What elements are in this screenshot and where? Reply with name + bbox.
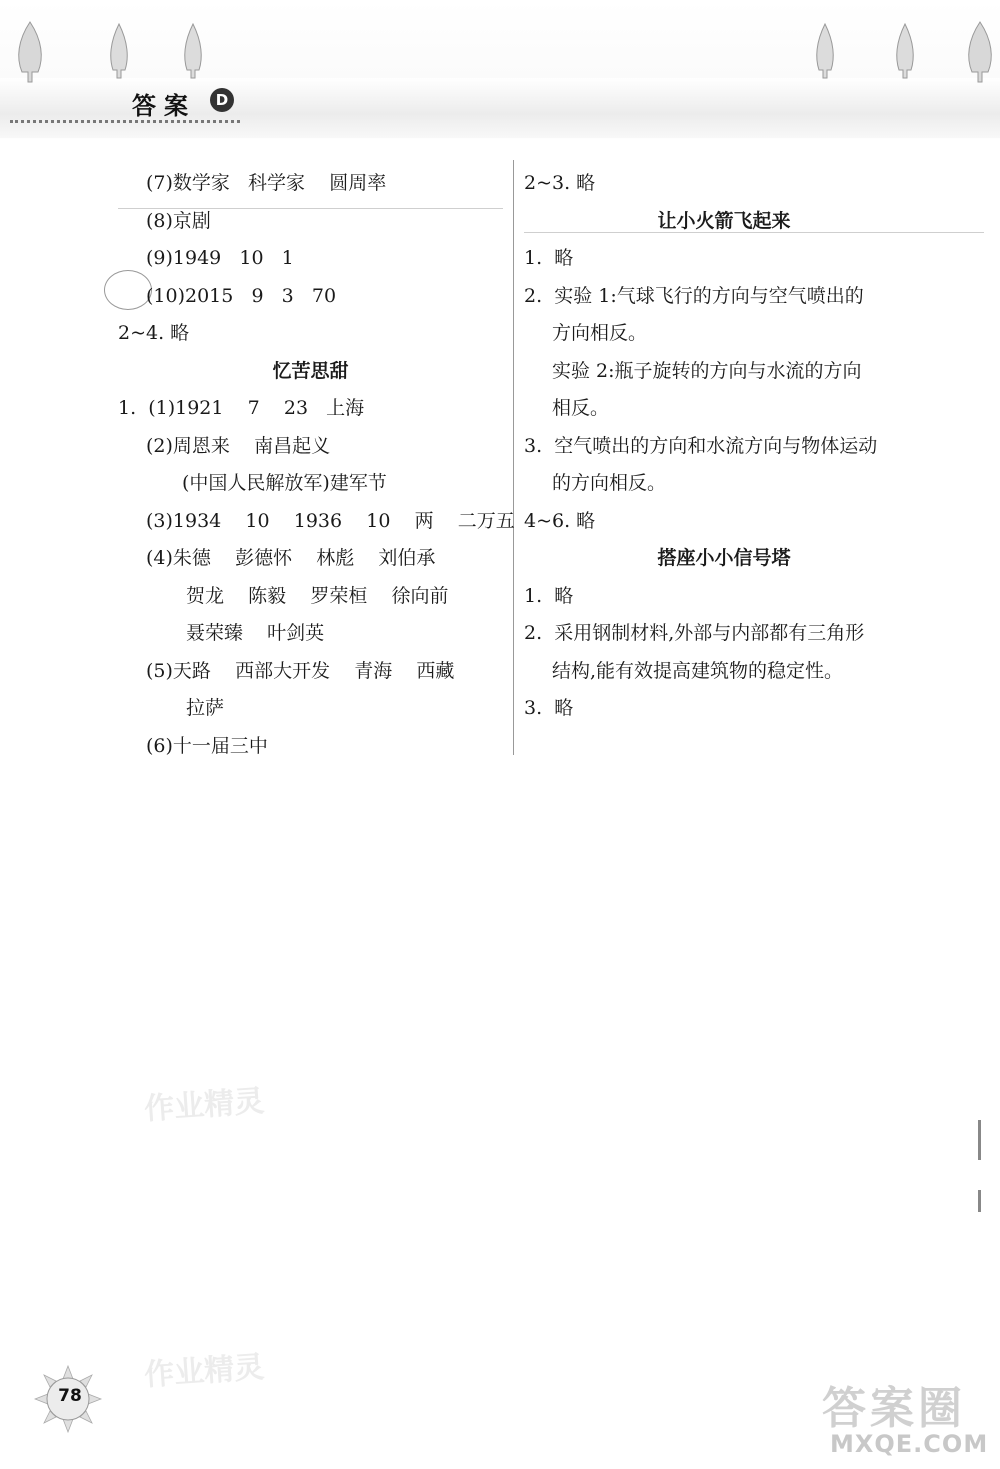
answer-line: 拉萨 xyxy=(186,697,225,719)
header-badge: D xyxy=(210,88,234,112)
answer-line: (7)数学家 科学家 圆周率 xyxy=(146,172,387,194)
answer-line: (10)2015 9 3 70 xyxy=(146,284,337,307)
dotted-divider xyxy=(10,120,240,123)
answer-line: 方向相反。 xyxy=(552,322,648,344)
tree-icon xyxy=(178,20,208,80)
answer-line: 3. 空气喷出的方向和水流方向与物体运动 xyxy=(524,434,878,457)
site-url: MXQE.COM xyxy=(830,1430,989,1458)
answer-line: 1. (1)1921 7 23 上海 xyxy=(118,397,365,419)
answer-line: (中国人民解放军)建军节 xyxy=(182,472,387,494)
answer-line: (4)朱德 彭德怀 林彪 刘伯承 xyxy=(146,547,436,569)
right-column xyxy=(524,165,924,728)
tree-icon xyxy=(890,20,920,80)
section-heading: 忆苦思甜 xyxy=(272,359,349,382)
answer-line: 2. 实验 1:气球飞行的方向与空气喷出的 xyxy=(524,284,864,307)
tree-icon xyxy=(810,20,840,80)
answer-line: 2. 采用钢制材料,外部与内部都有三角形 xyxy=(524,622,865,644)
answer-line: 实验 2:瓶子旋转的方向与水流的方向 xyxy=(552,359,862,382)
answer-line: (6)十一届三中 xyxy=(146,734,268,757)
answer-line: 4~6. 略 xyxy=(524,509,596,532)
answer-line: 的方向相反。 xyxy=(552,472,667,494)
edge-mark xyxy=(978,1120,981,1160)
section-heading: 让小火箭飞起来 xyxy=(657,209,791,232)
header-title: 答案 xyxy=(132,92,196,120)
answer-line: 2~4. 略 xyxy=(118,322,190,344)
column-divider xyxy=(513,160,514,755)
site-logo: 答案圈 xyxy=(822,1383,966,1434)
answer-line: 聂荣臻 叶剑英 xyxy=(186,622,325,644)
edge-mark xyxy=(978,1190,981,1212)
answer-line: 3. 略 xyxy=(524,697,574,719)
tree-icon xyxy=(962,20,998,84)
answer-line: 贺龙 陈毅 罗荣桓 徐向前 xyxy=(186,584,449,607)
tree-icon xyxy=(104,20,134,80)
answer-line: 1. 略 xyxy=(524,247,574,269)
answer-line: 2~3. 略 xyxy=(524,172,596,194)
answer-line: (8)京剧 xyxy=(146,209,211,232)
watermark-text: 作业精灵 xyxy=(143,1083,266,1128)
answer-line: (5)天路 西部大开发 青海 西藏 xyxy=(146,659,455,682)
left-column xyxy=(118,165,515,765)
answer-line: (3)1934 10 1936 10 两 二万五 xyxy=(146,509,515,532)
section-heading: 搭座小小信号塔 xyxy=(657,547,791,569)
answer-line: 1. 略 xyxy=(524,584,574,607)
watermark-text: 作业精灵 xyxy=(143,1349,266,1394)
page-header-banner xyxy=(0,0,1000,140)
answer-line: (9)1949 10 1 xyxy=(146,247,294,269)
answer-line: 结构,能有效提高建筑物的稳定性。 xyxy=(552,659,844,682)
answer-line: 相反。 xyxy=(552,397,610,419)
page-number: 78 xyxy=(58,1386,82,1406)
tree-icon xyxy=(12,20,48,84)
answer-line: (2)周恩来 南昌起义 xyxy=(146,434,331,457)
